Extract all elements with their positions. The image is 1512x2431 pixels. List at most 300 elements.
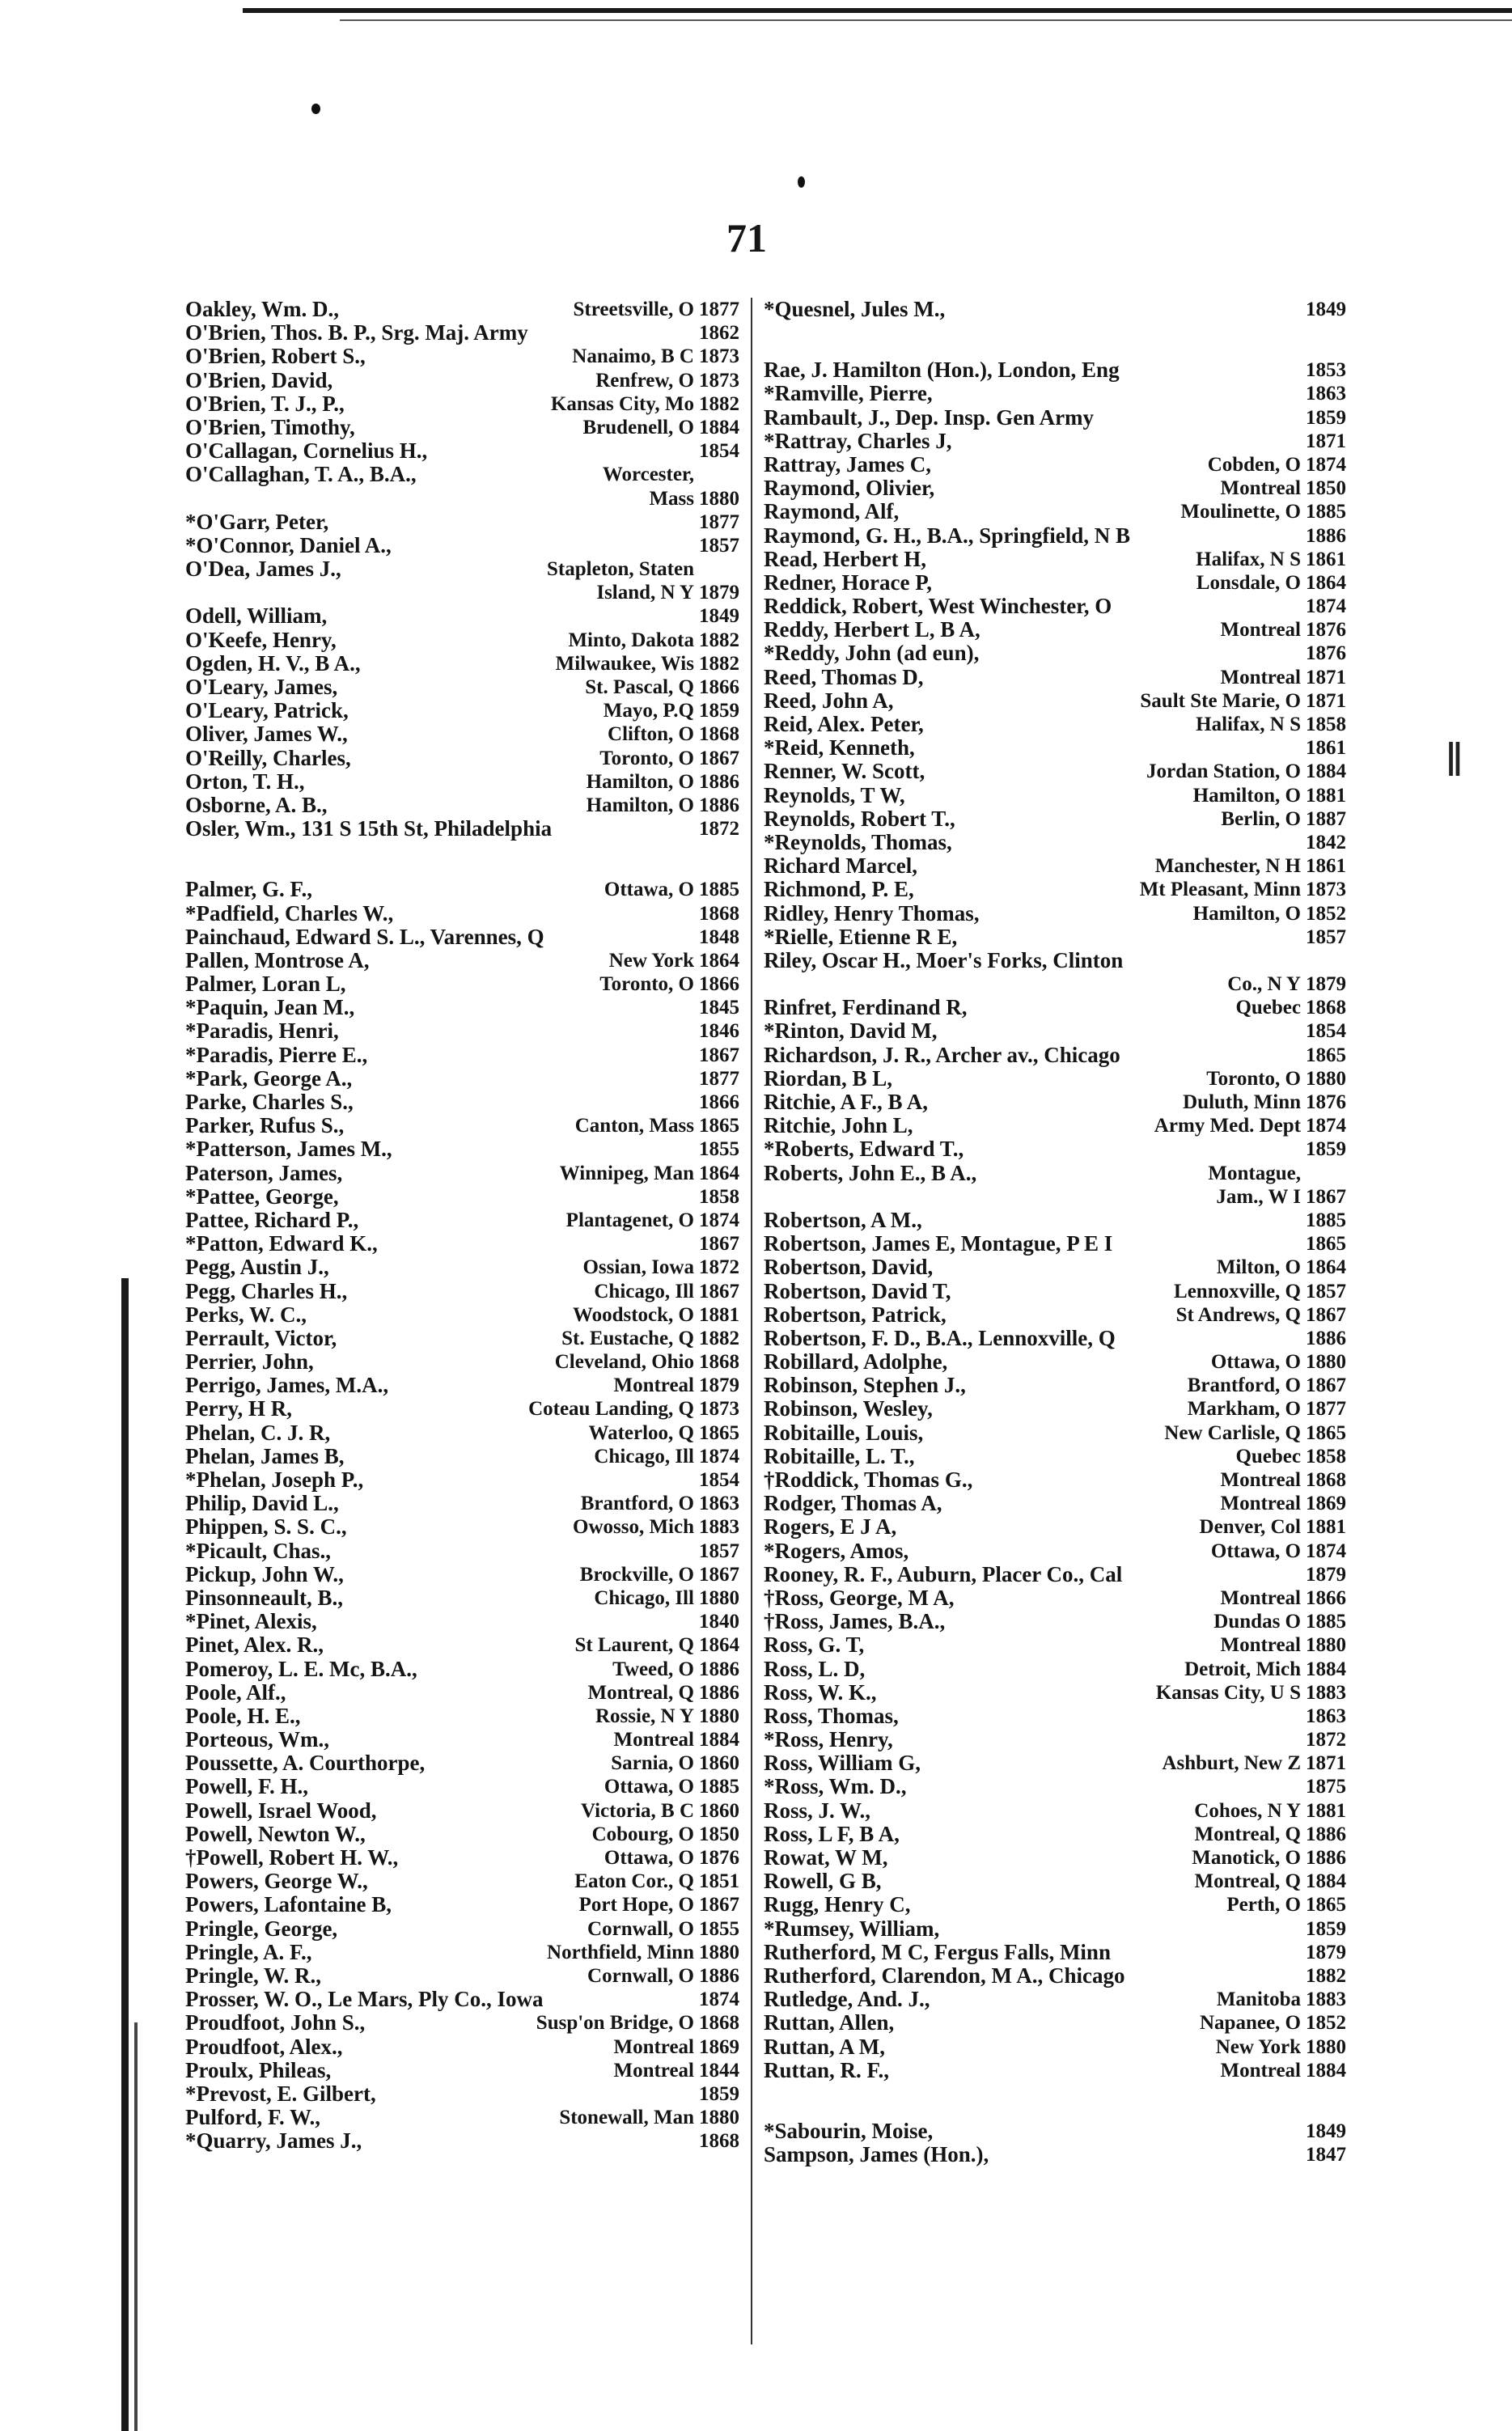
entry-place: Victoria, B C bbox=[580, 1799, 694, 1822]
directory-entry bbox=[764, 1964, 1346, 1988]
directory-entry bbox=[185, 699, 739, 722]
entry-name: Palmer, G. F., bbox=[185, 877, 312, 902]
entry-name: Ruttan, A M, bbox=[764, 2034, 886, 2059]
entry-name: Poussette, A. Courthorpe, bbox=[185, 1751, 426, 1776]
entry-year: 1867 bbox=[699, 1563, 739, 1586]
directory-entry bbox=[764, 2120, 1346, 2143]
entry-name: Ross, J. W., bbox=[764, 1798, 871, 1823]
entry-place: Ottawa, O bbox=[604, 1776, 694, 1798]
entry-name: Powell, F. H., bbox=[185, 1774, 308, 1799]
entry-year: 1883 bbox=[1306, 1988, 1346, 2011]
entry-place: Cobden, O bbox=[1207, 453, 1301, 476]
directory-entry bbox=[185, 1751, 739, 1775]
entry-name: Ogden, H. V., B A., bbox=[185, 650, 361, 676]
entry-name: Philip, David L., bbox=[185, 1491, 339, 1516]
entry-year: 1868 bbox=[699, 2130, 739, 2153]
entry-place: Montague, bbox=[1208, 1162, 1301, 1184]
directory-entry bbox=[185, 392, 739, 416]
entry-place: Brockville, O bbox=[579, 1563, 694, 1586]
entry-name: *Reynolds, Thomas, bbox=[764, 829, 952, 854]
entry-place: Island, N Y bbox=[596, 582, 694, 604]
entry-year: 1880 bbox=[1306, 2035, 1346, 2058]
directory-entry bbox=[185, 1019, 739, 1043]
entry-year: 1886 bbox=[699, 770, 739, 793]
entry-year: 1874 bbox=[699, 1988, 739, 2011]
entry-place: Berlin, O bbox=[1221, 807, 1301, 830]
entry-name: Proulx, Phileas, bbox=[185, 2057, 332, 2082]
directory-entry bbox=[185, 1421, 739, 1445]
entry-name: Raymond, G. H., B.A., Springfield, N B bbox=[764, 523, 1131, 548]
entry-place: Montreal bbox=[1220, 2059, 1301, 2082]
directory-entry bbox=[185, 1846, 739, 1870]
directory-entry bbox=[764, 548, 1346, 571]
entry-name: Osborne, A. B., bbox=[185, 792, 328, 817]
page-number: 71 bbox=[726, 215, 767, 260]
entry-year: 1882 bbox=[699, 392, 739, 415]
entry-year: 1886 bbox=[699, 794, 739, 816]
entry-name: O'Leary, Patrick, bbox=[185, 698, 349, 723]
entry-name: O'Reilly, Charles, bbox=[185, 745, 351, 770]
entry-name: Poole, Alf., bbox=[185, 1679, 286, 1705]
directory-entry bbox=[185, 1209, 739, 1232]
entry-place: Montreal bbox=[1220, 1634, 1301, 1657]
entry-place: Ottawa, O bbox=[1210, 1539, 1301, 1562]
directory-entry bbox=[764, 878, 1346, 901]
entry-name: Powell, Israel Wood, bbox=[185, 1798, 377, 1823]
entry-year: 1868 bbox=[699, 902, 739, 925]
entry-year: 1864 bbox=[699, 949, 739, 972]
directory-entry bbox=[764, 2082, 1346, 2120]
directory-entry bbox=[764, 1658, 1346, 1681]
entry-year: 1854 bbox=[699, 440, 739, 463]
entry-name: O'Callaghan, T. A., B.A., bbox=[185, 462, 417, 487]
entry-name: Sampson, James (Hon.), bbox=[764, 2142, 989, 2167]
entry-year: 1886 bbox=[1306, 1327, 1346, 1349]
entry-year: 1854 bbox=[1306, 1020, 1346, 1043]
entry-place: Duluth, Minn bbox=[1183, 1091, 1301, 1113]
entry-year: 1864 bbox=[1306, 571, 1346, 594]
directory-entry bbox=[185, 439, 739, 463]
entry-year: 1876 bbox=[1306, 1091, 1346, 1113]
entry-year: 1864 bbox=[699, 1162, 739, 1184]
entry-year: 1850 bbox=[1306, 477, 1346, 500]
directory-entry bbox=[764, 1162, 1346, 1185]
directory-entry bbox=[764, 2059, 1346, 2082]
entry-name: *O'Connor, Daniel A., bbox=[185, 532, 392, 557]
entry-place: Mayo, P.Q bbox=[603, 700, 694, 722]
directory-entry bbox=[185, 1468, 739, 1492]
entry-name: *Ross, Henry, bbox=[764, 1727, 893, 1752]
entry-name: Reed, John A, bbox=[764, 688, 894, 713]
directory-entry bbox=[185, 1728, 739, 1751]
column-divider bbox=[751, 298, 752, 2344]
entry-place: Renfrew, O bbox=[595, 369, 694, 392]
entry-year: 1881 bbox=[1306, 1516, 1346, 1539]
entry-name: Prosser, W. O., Le Mars, Ply Co., Iowa bbox=[185, 1987, 544, 2012]
directory-entry bbox=[764, 1586, 1346, 1610]
entry-name: *Ramville, Pierre, bbox=[764, 381, 933, 406]
entry-year: 1853 bbox=[1306, 359, 1346, 382]
entry-year: 1840 bbox=[699, 1611, 739, 1633]
entry-name: Reddy, Herbert L, B A, bbox=[764, 617, 980, 642]
directory-entry bbox=[185, 1658, 739, 1681]
directory-entry bbox=[185, 1114, 739, 1137]
entry-name: Ruttan, R. F., bbox=[764, 2057, 890, 2082]
top-border-rule-thin bbox=[340, 19, 1512, 21]
entry-name: Ross, Thomas, bbox=[764, 1703, 899, 1728]
entry-year: 1857 bbox=[699, 1539, 739, 1562]
entry-name: †Ross, George, M A, bbox=[764, 1585, 955, 1610]
entry-place: Manotick, O bbox=[1192, 1847, 1301, 1869]
entry-year: 1863 bbox=[1306, 383, 1346, 405]
directory-entry bbox=[764, 1137, 1346, 1161]
directory-entry bbox=[185, 878, 739, 901]
entry-place: Montreal bbox=[613, 1374, 694, 1397]
directory-entry bbox=[185, 1303, 739, 1327]
directory-entry bbox=[764, 1941, 1346, 1964]
entry-year: 1845 bbox=[699, 997, 739, 1019]
entry-year: 1879 bbox=[1306, 1563, 1346, 1586]
directory-entry bbox=[185, 1327, 739, 1350]
directory-entry bbox=[764, 996, 1346, 1019]
entry-place: Cohoes, N Y bbox=[1194, 1799, 1301, 1822]
entry-place: Manchester, N H bbox=[1154, 855, 1301, 878]
entry-year: 1879 bbox=[699, 582, 739, 604]
entry-year: 1884 bbox=[1306, 1870, 1346, 1893]
entry-name: Rooney, R. F., Auburn, Placer Co., Cal bbox=[764, 1561, 1123, 1586]
directory-entry bbox=[764, 2011, 1346, 2035]
entry-year: 1880 bbox=[1306, 1351, 1346, 1374]
directory-entry bbox=[764, 1468, 1346, 1492]
directory-entry bbox=[764, 2035, 1346, 2059]
entry-place: Lonsdale, O bbox=[1196, 571, 1301, 594]
entry-year: 1868 bbox=[699, 1351, 739, 1374]
directory-entry bbox=[764, 1870, 1346, 1893]
directory-entry bbox=[764, 854, 1346, 878]
entry-year: 1855 bbox=[699, 1917, 739, 1940]
entry-name: Ross, William G, bbox=[764, 1751, 921, 1776]
entry-year: 1871 bbox=[1306, 666, 1346, 688]
entry-name: Rutledge, And. J., bbox=[764, 1987, 930, 2012]
entry-name: *Rielle, Etienne R E, bbox=[764, 924, 958, 949]
directory-entry bbox=[185, 1091, 739, 1114]
entry-place: Moulinette, O bbox=[1180, 501, 1301, 523]
directory-entry bbox=[185, 1870, 739, 1893]
entry-name: Ross, G. T, bbox=[764, 1633, 865, 1658]
entry-year: 1871 bbox=[1306, 430, 1346, 452]
entry-year: 1882 bbox=[699, 652, 739, 675]
entry-year: 1886 bbox=[1306, 524, 1346, 547]
entry-place: Jordan Station, O bbox=[1146, 760, 1301, 783]
entry-year: 1863 bbox=[1306, 1705, 1346, 1727]
entry-place: Montreal bbox=[613, 2035, 694, 2058]
directory-entry bbox=[764, 1445, 1346, 1468]
entry-name: *Paradis, Henri, bbox=[185, 1019, 339, 1044]
directory-entry bbox=[764, 1705, 1346, 1728]
directory-entry bbox=[764, 1539, 1346, 1563]
entry-place: Manitoba bbox=[1216, 1988, 1301, 2011]
directory-entry bbox=[764, 500, 1346, 523]
entry-year: 1873 bbox=[699, 1398, 739, 1421]
entry-year: 1858 bbox=[1306, 714, 1346, 735]
directory-entry bbox=[185, 652, 739, 676]
directory-entry bbox=[185, 1705, 739, 1728]
entry-year: 1858 bbox=[699, 1185, 739, 1208]
entry-name: Robitaille, Louis, bbox=[764, 1420, 924, 1445]
entry-name: Redner, Horace P, bbox=[764, 570, 932, 595]
entry-year: 1857 bbox=[699, 534, 739, 557]
directory-entry bbox=[185, 510, 739, 534]
entry-name: Phelan, C. J. R, bbox=[185, 1420, 331, 1445]
directory-entry bbox=[764, 784, 1346, 807]
entry-year: 1857 bbox=[1306, 1280, 1346, 1302]
directory-entry bbox=[185, 534, 739, 557]
entry-name: *Rinton, David M, bbox=[764, 1019, 938, 1044]
entry-name: Osler, Wm., 131 S 15th St, Philadelphia bbox=[185, 816, 553, 841]
entry-place: Quebec bbox=[1235, 997, 1301, 1019]
entry-name: Robertson, F. D., B.A., Lennoxville, Q bbox=[764, 1325, 1116, 1350]
entry-year: 1867 bbox=[1306, 1303, 1346, 1326]
entry-year: 1874 bbox=[1306, 595, 1346, 618]
entry-year: 1876 bbox=[1306, 619, 1346, 642]
entry-place: Ossian, Iowa bbox=[582, 1256, 694, 1279]
entry-year: 1865 bbox=[1306, 1421, 1346, 1444]
directory-entry bbox=[764, 524, 1346, 548]
entry-place: Hamilton, O bbox=[586, 794, 694, 816]
entry-year: 1884 bbox=[1306, 760, 1346, 783]
entry-place: Plantagenet, O bbox=[565, 1209, 694, 1231]
entry-name: Pegg, Charles H., bbox=[185, 1278, 348, 1303]
directory-entry bbox=[185, 770, 739, 794]
directory-entry bbox=[185, 1232, 739, 1256]
entry-place: Montreal bbox=[1220, 477, 1301, 500]
directory-entry bbox=[764, 1067, 1346, 1091]
entry-year: 1882 bbox=[699, 1327, 739, 1349]
entry-name: *Pattee, George, bbox=[185, 1184, 339, 1209]
entry-place: Chicago, Ill bbox=[594, 1445, 694, 1467]
directory-entry bbox=[185, 1799, 739, 1823]
entry-place: Hamilton, O bbox=[1192, 784, 1301, 807]
directory-entry bbox=[185, 722, 739, 746]
entry-place: Woodstock, O bbox=[572, 1303, 694, 1326]
entry-place: New Carlisle, Q bbox=[1164, 1421, 1301, 1444]
entry-place: Ashburt, New Z bbox=[1162, 1752, 1301, 1775]
entry-place: Montreal, Q bbox=[1194, 1823, 1301, 1845]
entry-name: O'Brien, Robert S., bbox=[185, 344, 366, 369]
entry-year: 1866 bbox=[699, 973, 739, 996]
entry-place: Jam., W I bbox=[1216, 1185, 1301, 1208]
entry-place: Owosso, Mich bbox=[573, 1516, 694, 1539]
entry-year: 1874 bbox=[699, 1209, 739, 1231]
entry-name: O'Dea, James J., bbox=[185, 557, 341, 582]
directory-entry bbox=[764, 807, 1346, 831]
entry-place: New York bbox=[1215, 2035, 1301, 2058]
entry-year: 1880 bbox=[699, 1705, 739, 1727]
entry-name: Odell, William, bbox=[185, 604, 328, 629]
entry-name: *O'Garr, Peter, bbox=[185, 509, 329, 534]
entry-year: 1858 bbox=[1306, 1445, 1346, 1467]
entry-year: 1884 bbox=[699, 416, 739, 438]
entry-year: 1868 bbox=[1306, 997, 1346, 1019]
page-edge-shadow bbox=[121, 1278, 129, 2431]
directory-entry bbox=[185, 1964, 739, 1988]
entry-year: 1850 bbox=[699, 1823, 739, 1845]
entry-place: Montreal, Q bbox=[1194, 1870, 1301, 1893]
entry-place: Winnipeg, Man bbox=[559, 1162, 694, 1184]
directory-entry bbox=[764, 949, 1346, 972]
directory-entry bbox=[764, 1374, 1346, 1397]
entry-name: Reid, Alex. Peter, bbox=[764, 712, 924, 736]
entry-name: Ritchie, John L, bbox=[764, 1113, 913, 1138]
entry-year: 1886 bbox=[1306, 1823, 1346, 1845]
entry-name: Perrault, Victor, bbox=[185, 1325, 337, 1350]
directory-entry bbox=[185, 1893, 739, 1916]
entry-name: Pringle, George, bbox=[185, 1916, 338, 1941]
directory-entry bbox=[185, 581, 739, 604]
entry-place: Kansas City, U S bbox=[1155, 1681, 1301, 1704]
directory-entry bbox=[764, 298, 1346, 321]
directory-entry bbox=[185, 298, 739, 321]
entry-year: 1868 bbox=[1306, 1469, 1346, 1491]
directory-entry bbox=[185, 747, 739, 770]
entry-name: Robertson, David T, bbox=[764, 1278, 951, 1303]
entry-name: Pallen, Montrose A, bbox=[185, 947, 370, 972]
entry-name: Robertson, A M., bbox=[764, 1207, 922, 1232]
directory-entry bbox=[764, 1091, 1346, 1114]
directory-entry bbox=[185, 2129, 739, 2153]
entry-place: Halifax, N S bbox=[1196, 548, 1301, 570]
directory-entry bbox=[185, 1515, 739, 1539]
entry-name: *Paquin, Jean M., bbox=[185, 995, 355, 1020]
directory-entry bbox=[764, 1893, 1346, 1916]
entry-name: Pulford, F. W., bbox=[185, 2105, 321, 2130]
directory-entry bbox=[185, 2059, 739, 2082]
entry-year: 1873 bbox=[699, 369, 739, 392]
directory-entry bbox=[764, 972, 1346, 996]
ink-speck bbox=[798, 176, 805, 188]
directory-entry bbox=[764, 453, 1346, 476]
entry-place: New York bbox=[608, 949, 694, 972]
entry-year: 1865 bbox=[1306, 1233, 1346, 1256]
entry-year: 1868 bbox=[699, 723, 739, 746]
entry-year: 1865 bbox=[1306, 1894, 1346, 1916]
entry-place: St Laurent, Q bbox=[574, 1634, 694, 1657]
directory-entry bbox=[764, 1846, 1346, 1870]
entry-name: Porteous, Wm., bbox=[185, 1727, 329, 1752]
entry-name: Perrigo, James, M.A., bbox=[185, 1373, 389, 1398]
entry-place: Northfield, Minn bbox=[547, 1941, 694, 1963]
entry-year: 1860 bbox=[699, 1799, 739, 1822]
entry-place: Worcester, bbox=[602, 464, 694, 486]
entry-year: 1865 bbox=[1306, 1044, 1346, 1066]
entry-name: Reynolds, Robert T., bbox=[764, 806, 955, 831]
entry-name: Powers, George W., bbox=[185, 1869, 368, 1894]
page-edge-shadow-thin bbox=[134, 2022, 138, 2431]
entry-place: Cobourg, O bbox=[591, 1823, 694, 1845]
entry-year: 1887 bbox=[1306, 807, 1346, 830]
entry-year: 1884 bbox=[1306, 2059, 1346, 2082]
entry-name: Reynolds, T W, bbox=[764, 782, 905, 807]
entry-name: Pinet, Alex. R., bbox=[185, 1633, 324, 1658]
entry-place: Montreal bbox=[613, 1729, 694, 1751]
directory-entry bbox=[764, 689, 1346, 713]
entry-place: Port Hope, O bbox=[578, 1894, 694, 1916]
entry-place: Perth, O bbox=[1226, 1894, 1301, 1916]
directory-entry bbox=[185, 1633, 739, 1657]
directory-entry bbox=[764, 1799, 1346, 1823]
entry-place: St Andrews, Q bbox=[1175, 1303, 1301, 1326]
entry-year: 1874 bbox=[699, 1445, 739, 1467]
entry-place: Waterloo, Q bbox=[588, 1421, 694, 1444]
entry-place: Cornwall, O bbox=[587, 1917, 694, 1940]
entry-year: 1865 bbox=[699, 1421, 739, 1444]
entry-year: 1861 bbox=[1306, 737, 1346, 760]
entry-year: 1842 bbox=[1306, 831, 1346, 853]
entry-year: 1871 bbox=[1306, 689, 1346, 712]
entry-name: Robertson, James E, Montague, P E I bbox=[764, 1231, 1113, 1256]
entry-name: Robinson, Wesley, bbox=[764, 1396, 933, 1421]
directory-entry bbox=[185, 817, 739, 841]
entry-year: 1867 bbox=[699, 1233, 739, 1256]
directory-entry bbox=[185, 1563, 739, 1586]
top-border-rule bbox=[243, 8, 1512, 13]
entry-place: Lennoxville, Q bbox=[1174, 1280, 1301, 1302]
entry-name: *Quesnel, Jules M., bbox=[764, 297, 946, 321]
directory-entry bbox=[185, 794, 739, 817]
entry-place: Coteau Landing, Q bbox=[528, 1398, 694, 1421]
entry-name: O'Keefe, Henry, bbox=[185, 627, 337, 652]
entry-year: 1886 bbox=[699, 1658, 739, 1680]
entry-place: Ottawa, O bbox=[1210, 1351, 1301, 1374]
entry-name: O'Brien, Thos. B. P., Srg. Maj. Army bbox=[185, 320, 528, 345]
entry-name: Raymond, Olivier, bbox=[764, 476, 935, 501]
entry-name: Perrier, John, bbox=[185, 1349, 314, 1374]
entry-name: Richardson, J. R., Archer av., Chicago bbox=[764, 1042, 1120, 1067]
entry-place: St. Eustache, Q bbox=[561, 1327, 694, 1349]
entry-name: Robillard, Adolphe, bbox=[764, 1349, 948, 1374]
entry-name: *Paradis, Pierre E., bbox=[185, 1042, 368, 1067]
entry-place: Detroit, Mich bbox=[1184, 1658, 1301, 1680]
entry-name: Rattray, James C, bbox=[764, 451, 931, 476]
entry-year: 1880 bbox=[699, 487, 739, 510]
entry-name: *Rogers, Amos, bbox=[764, 1538, 909, 1563]
entry-place: Sault Ste Marie, O bbox=[1140, 689, 1301, 712]
entry-name: Powell, Newton W., bbox=[185, 1821, 366, 1846]
entry-name: *Pinet, Alexis, bbox=[185, 1609, 317, 1634]
entry-name: Rambault, J., Dep. Insp. Gen Army bbox=[764, 404, 1095, 430]
entry-year: 1852 bbox=[1306, 902, 1346, 925]
directory-entry bbox=[185, 1350, 739, 1374]
directory-entry bbox=[185, 345, 739, 368]
entry-year: 1859 bbox=[699, 2082, 739, 2105]
directory-entry bbox=[764, 713, 1346, 736]
directory-entry bbox=[764, 1044, 1346, 1067]
entry-name: Roberts, John E., B A., bbox=[764, 1160, 977, 1185]
directory-entry bbox=[185, 1610, 739, 1633]
entry-year: 1872 bbox=[699, 818, 739, 841]
entry-year: 1872 bbox=[699, 1256, 739, 1279]
entry-name: *Padfield, Charles W., bbox=[185, 900, 394, 925]
entry-year: 1883 bbox=[1306, 1681, 1346, 1704]
directory-entry bbox=[764, 430, 1346, 453]
directory-entry bbox=[185, 902, 739, 925]
directory-entry bbox=[764, 1823, 1346, 1846]
entry-place: Montreal, Q bbox=[587, 1681, 694, 1704]
entry-year: 1873 bbox=[699, 345, 739, 368]
entry-year: 1859 bbox=[699, 700, 739, 722]
margin-bracket-mark: ‖ bbox=[1446, 733, 1463, 786]
directory-entry bbox=[764, 1917, 1346, 1941]
